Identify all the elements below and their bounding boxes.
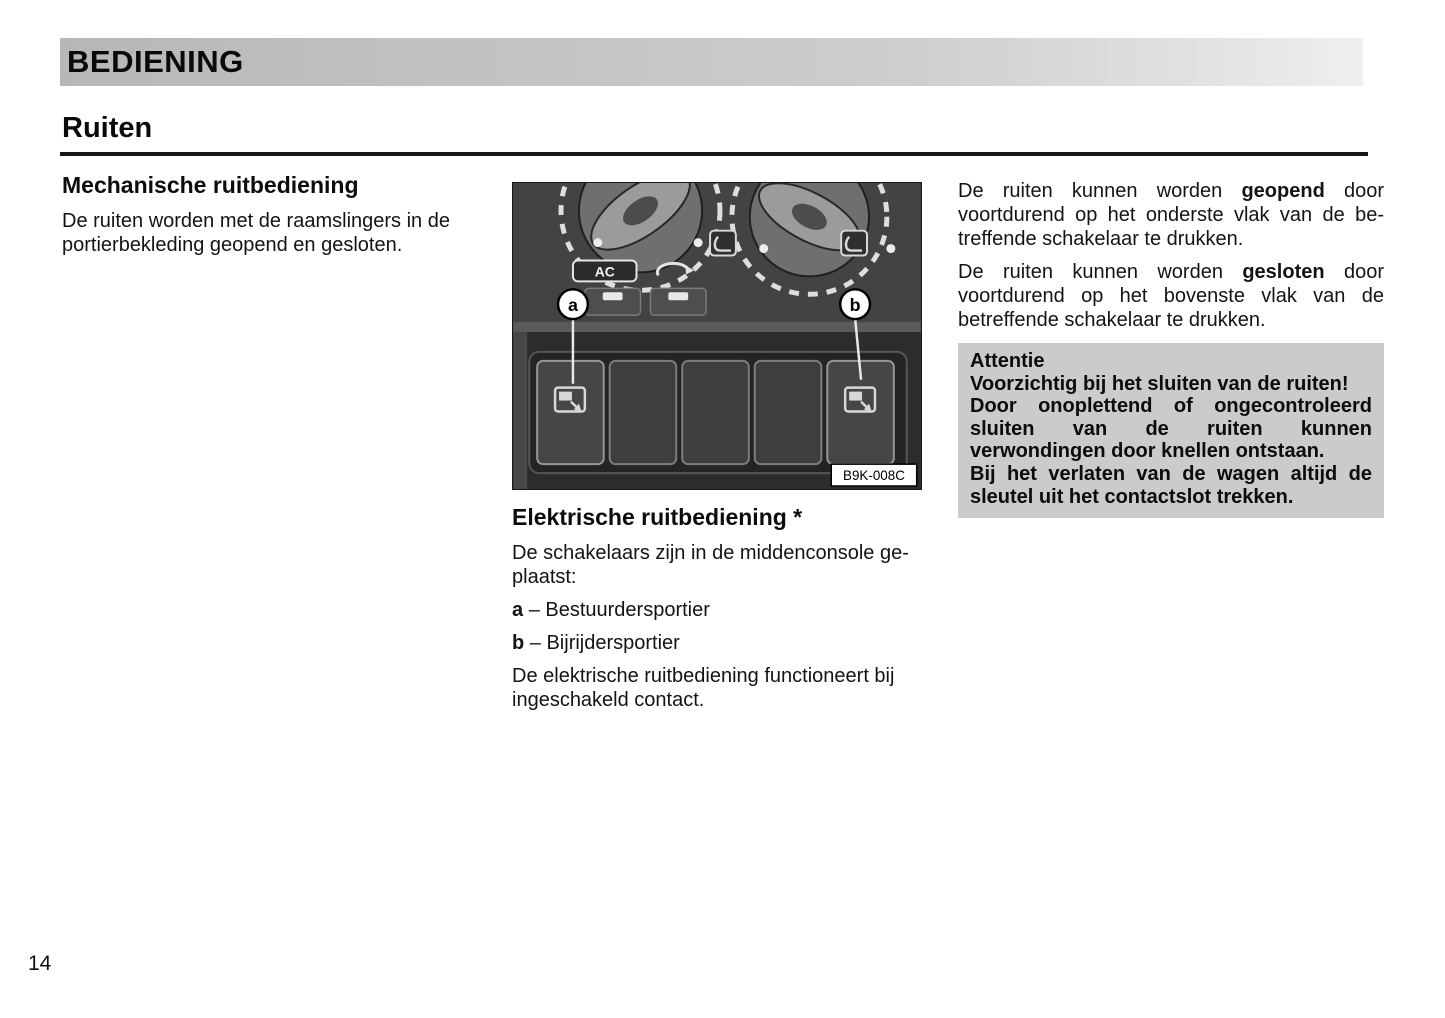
section-title: Ruiten	[62, 112, 153, 144]
section-divider	[60, 152, 1368, 156]
open-instruction-bold: geopend	[1241, 180, 1325, 202]
electric-outro: De elektrische ruitbediening functioneert bij ingeschakeld contact.	[512, 664, 895, 711]
open-instruction	[958, 179, 1384, 251]
marker-b-label: b	[849, 295, 861, 316]
attention-warning-2: Door onoplettend of ongecontroleerd sluiten van de ruiten kunnen verwondingen door knellen ontstaan.	[970, 395, 1372, 463]
chapter-title: BEDIENING	[67, 44, 244, 79]
console-figure-svg	[513, 183, 921, 489]
marker-a-label: a	[567, 295, 578, 316]
legend-item-a	[512, 598, 936, 622]
close-instruction-post: door voortdurend op het bovenste vlak van de betreffende schakelaar te drukken.	[958, 261, 1384, 331]
open-instruction-pre: De ruiten kunnen worden	[958, 180, 1242, 202]
figure-code-text: B9K-008C	[843, 468, 905, 484]
seat-heating-icon-left	[710, 231, 736, 256]
legend-key-b: b	[512, 631, 525, 654]
mechanical-heading: Mechanische ruitbediening	[62, 172, 359, 198]
attention-warning-1: Voorzichtig bij het sluiten van de ruiten!	[970, 372, 1349, 395]
legend-dash-b: –	[529, 631, 541, 654]
instructions-section	[958, 170, 1384, 518]
blank-switch-1	[610, 361, 677, 464]
blank-switch-3	[755, 361, 822, 464]
console-button-2	[650, 288, 706, 315]
chapter-header-bar	[60, 38, 1363, 86]
mechanical-body: De ruiten worden met de raamslingers in de portierbekleding geopend en gesloten.	[62, 209, 450, 256]
attention-box	[958, 343, 1384, 518]
ac-label: AC	[594, 263, 615, 280]
blank-switch-2	[682, 361, 749, 464]
figure-code-label	[831, 464, 916, 486]
attention-title: Attentie	[970, 350, 1045, 372]
console-illustration	[512, 182, 922, 490]
ac-button	[573, 260, 637, 281]
attention-warning-3: Bij het verlaten van de wagen altijd de sleutel uit het contactslot trekken.	[970, 462, 1372, 508]
seat-heating-icon-right	[841, 231, 867, 256]
legend-item-b	[512, 631, 936, 655]
legend-dash-a: –	[528, 598, 540, 621]
electric-intro: De schakelaars zijn in de middenconsole geplaatst:	[512, 541, 909, 588]
electric-section	[512, 504, 936, 712]
open-instruction-post: door voortdurend op het onderste vlak van de betreffende schakelaar te drukken.	[958, 180, 1384, 250]
section-head	[62, 112, 152, 145]
mechanical-section	[62, 172, 482, 257]
close-instruction-pre: De ruiten kunnen worden	[958, 261, 1243, 283]
close-instruction-bold: gesloten	[1242, 261, 1325, 283]
console-button-1	[585, 288, 641, 315]
page-number: 14	[28, 952, 52, 975]
legend-label-a: Bestuurdersportier	[545, 598, 710, 621]
close-instruction	[958, 260, 1384, 332]
electric-heading: Elektrische ruitbediening *	[512, 504, 803, 530]
legend-key-a: a	[512, 598, 524, 621]
console-edge-highlight	[513, 332, 527, 489]
legend-label-b: Bijrijdersportier	[546, 631, 680, 654]
